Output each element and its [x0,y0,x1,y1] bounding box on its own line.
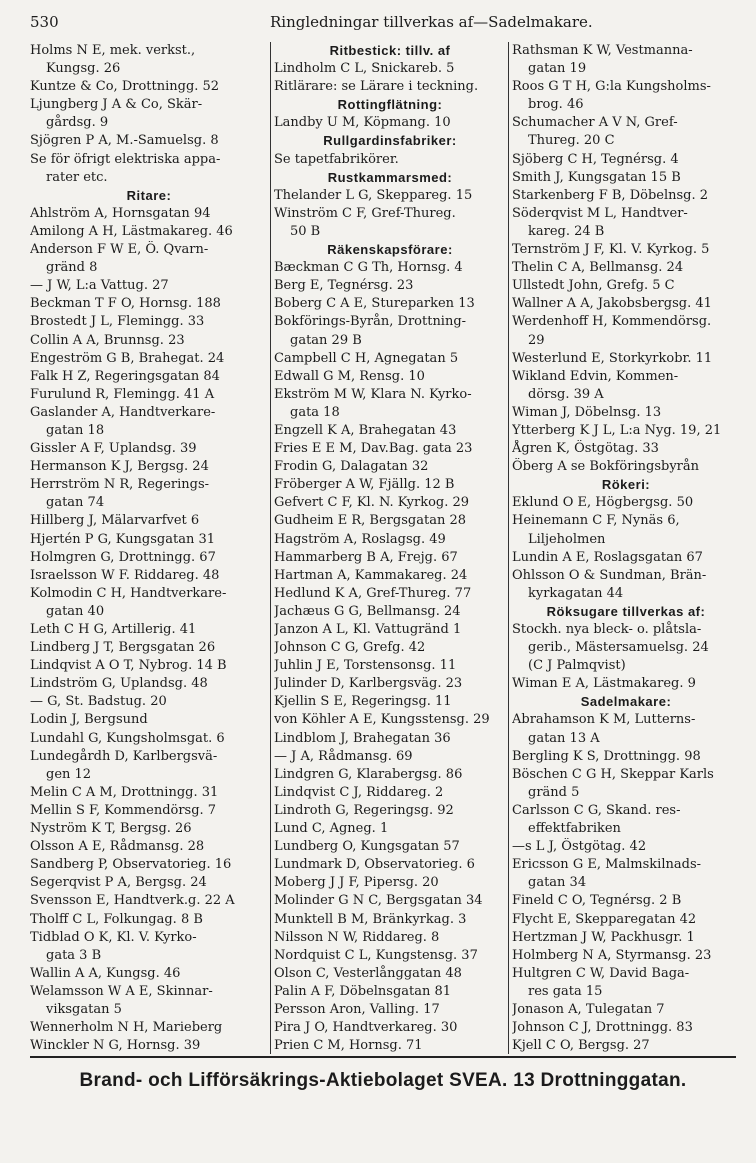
directory-entry: Prien C M, Hornsg. 71 [274,1038,423,1054]
directory-entry: Falk H Z, Regeringsgatan 84 [30,368,220,384]
directory-entry: Gissler A F, Uplandsg. 39 [30,441,197,457]
directory-entry: Welamsson W A E, Skinnar- [30,983,213,999]
directory-entry: Ternström J F, Kl. V. Kyrkog. 5 [512,242,710,258]
directory-entry: Bergling K S, Drottningg. 98 [512,748,701,764]
directory-entry: Ytterberg K J L, L:a Nyg. 19, 21 [512,422,722,438]
directory-entry: Boberg C A E, Stureparken 13 [274,296,475,312]
section-heading: Räkenskapsförare: [327,242,453,258]
directory-entry: Molinder G N C, Bergsgatan 34 [274,893,483,909]
directory-entry: Lundegårdh D, Karlbergsvä- [30,748,218,764]
directory-entry: Ahlström A, Hornsgatan 94 [30,205,211,221]
directory-entry: Werdenhoff H, Kommendörsg. [512,314,712,330]
entry-continuation: gatan 19 [528,61,587,77]
entry-continuation: gränd 5 [528,784,580,800]
directory-entry: Wallin A A, Kungsg. 46 [30,965,181,981]
directory-entry: Hermanson K J, Bergsg. 24 [30,459,209,475]
directory-entry: Bokförings-Byrån, Drottning- [274,314,467,330]
directory-entry: Hjertén P G, Kungsgatan 31 [30,531,216,547]
entry-continuation: 29 [528,332,545,348]
directory-entry: Lundmark D, Observatorieg. 6 [274,857,475,873]
running-title: Ringledningar tillverkas af—Sadelmakare. [270,13,593,31]
directory-entry: Hartman A, Kammakareg. 24 [274,567,468,583]
entry-continuation: rater etc. [46,169,108,185]
section-heading: Rökeri: [601,477,651,493]
directory-columns [30,42,736,1054]
directory-entry: Lindqvist A O T, Nybrog. 14 B [30,658,227,674]
directory-entry: Leth C H G, Artillerig. 41 [30,622,197,637]
directory-entry: Lindgren G, Klarabergsg. 86 [274,766,463,782]
directory-entry: Jonason A, Tulegatan 7 [512,1001,665,1017]
directory-entry: Kjell C O, Bergsg. 27 [512,1038,650,1054]
directory-entry: Winström C F, Gref-Thureg. [274,205,456,221]
directory-entry: Söderqvist M L, Handtver- [512,205,688,221]
directory-entry: Wennerholm N H, Marieberg [30,1020,223,1036]
entry-continuation: brog. 46 [528,97,584,113]
entry-continuation: Thureg. 20 C [528,133,615,149]
directory-entry: Westerlund E, Storkyrkobr. 11 [512,350,713,366]
entry-continuation: kyrkagatan 44 [528,585,624,601]
directory-entry: Holmberg N A, Styrmansg. 23 [512,947,712,963]
footer-divider [30,1056,736,1058]
directory-entry: Hagström A, Roslagsg. 49 [274,531,446,547]
entry-continuation: gatan 18 [46,422,105,438]
directory-entry: Fineld C O, Tegnérsg. 2 B [512,893,682,909]
directory-entry: Fröberger A W, Fjällg. 12 B [274,477,455,493]
section-heading: Ritbestick: tillv. af [329,43,451,58]
directory-entry: Holms N E, mek. verkst., [30,43,196,58]
directory-entry: Schumacher A V N, Gref- [512,115,678,131]
directory-entry: Fries E E M, Dav.Bag. gata 23 [274,441,473,457]
directory-entry: Wiman J, Döbelnsg. 13 [512,404,662,420]
directory-entry: Berg E, Tegnérsg. 23 [274,278,414,294]
page-header [30,0,730,44]
directory-entry: Kuntze & Co, Drottningg. 52 [30,79,220,95]
directory-entry: Ljungberg J A & Co, Skär- [30,97,203,113]
directory-entry: Juhlin J E, Torstensonsg. 11 [274,658,457,674]
directory-entry: Wiman E A, Lästmakareg. 9 [512,676,696,692]
directory-entry: Palin A F, Döbelnsgatan 81 [274,983,452,999]
directory-entry: Munktell B M, Bränkyrkag. 3 [274,911,467,927]
directory-entry: Lindroth G, Regeringsg. 92 [274,802,454,818]
entry-continuation: gatan 40 [46,603,105,619]
directory-entry: Furulund R, Flemingg. 41 A [30,386,215,402]
directory-entry: Wallner A A, Jakobsbergsg. 41 [512,296,712,312]
directory-entry: Frodin G, Dalagatan 32 [274,459,429,475]
entry-continuation: 50 B [290,223,321,239]
entry-continuation: gen 12 [46,766,92,782]
entry-continuation: kareg. 24 B [528,223,605,239]
directory-entry: Ekström M W, Klara N. Kyrko- [274,386,472,402]
directory-entry: Rathsman K W, Vestmanna- [512,43,693,58]
directory-entry: Holmgren G, Drottningg. 67 [30,549,216,565]
section-heading: Rottingflätning: [337,97,443,113]
directory-entry: Abrahamson K M, Lutterns- [512,712,696,728]
directory-entry: — J W, L:a Vattug. 27 [30,278,169,294]
directory-entry: Engzell K A, Brahegatan 43 [274,422,457,438]
directory-entry: Svensson E, Handtverk.g. 22 A [30,893,235,909]
directory-entry: Edwall G M, Rensg. 10 [274,368,425,384]
directory-entry: Gaslander A, Handtverkare- [30,404,216,420]
directory-entry: Johnson C J, Drottningg. 83 [512,1020,693,1036]
directory-entry: Thelin C A, Bellmansg. 24 [512,260,684,276]
directory-entry: Olson C, Vesterlånggatan 48 [274,965,462,981]
column-middle [270,42,506,1054]
entry-continuation: res gata 15 [528,983,603,999]
directory-entry: Nordquist C L, Kungstensg. 37 [274,947,478,963]
directory-entry: Lundin A E, Roslagsgatan 67 [512,549,703,565]
directory-entry: — G, St. Badstug. 20 [30,694,167,710]
directory-entry: — J A, Rådmansg. 69 [274,748,413,764]
directory-entry: Eklund O E, Högbergsg. 50 [512,495,694,511]
directory-entry: Lodin J, Bergsund [30,712,148,728]
entry-continuation: gränd 8 [46,260,98,276]
entry-continuation: gatan 13 A [528,730,600,746]
directory-entry: Ritlärare: se Lärare i teckning. [274,79,479,95]
entry-continuation: gårdsg. 9 [46,115,109,131]
directory-entry: Melin C A M, Drottningg. 31 [30,784,219,800]
directory-entry: Lindström G, Uplandsg. 48 [30,676,208,692]
directory-entry: Sandberg P, Observatorieg. 16 [30,857,232,873]
page-number: 530 [30,13,59,31]
directory-entry: Hertzman J W, Packhusgr. 1 [512,929,695,945]
directory-entry: Segerqvist P A, Bergsg. 24 [30,875,207,891]
directory-entry: Jachæus G G, Bellmansg. 24 [274,603,461,619]
entry-continuation: effektfabriken [528,821,621,837]
entry-continuation: gatan 74 [46,495,105,511]
directory-entry: Sjöberg C H, Tegnérsg. 4 [512,151,679,167]
directory-entry: Hedlund K A, Gref-Thureg. 77 [274,585,472,601]
directory-entry: Israelsson W F. Riddareg. 48 [30,567,220,583]
directory-entry: Brostedt J L, Flemingg. 33 [30,314,205,330]
directory-entry: Hultgren C W, David Baga- [512,965,690,981]
directory-entry: Julinder D, Karlbergsväg. 23 [274,676,463,692]
directory-entry: Nilsson N W, Riddareg. 8 [274,929,440,945]
entry-continuation: Kungsg. 26 [46,61,121,77]
directory-entry: Janzon A L, Kl. Vattugränd 1 [274,622,462,637]
entry-continuation: gatan 34 [528,875,587,891]
entry-continuation: dörsg. 39 A [528,386,604,402]
entry-continuation: viksgatan 5 [46,1001,122,1017]
column-right [508,42,740,1054]
directory-entry: Lund C, Agneg. 1 [274,821,389,837]
directory-entry: Ericsson G E, Malmskilnads- [512,857,702,873]
directory-entry: Lundahl G, Kungsholmsgat. 6 [30,730,225,746]
directory-entry: Böschen C G H, Skeppar Karls [512,766,714,782]
directory-entry: Kjellin S E, Regeringsg. 11 [274,694,452,710]
directory-entry: Stockh. nya bleck- o. plåtsla- [512,622,702,637]
directory-entry: Sjögren P A, M.-Samuelsg. 8 [30,133,219,149]
directory-entry: Wikland Edvin, Kommen- [512,368,679,384]
directory-entry: Beckman T F O, Hornsg. 188 [30,296,221,312]
directory-entry: Ågren K, Östgötag. 33 [512,441,659,457]
directory-entry: Johnson C G, Grefg. 42 [274,640,426,656]
directory-entry: Persson Aron, Valling. 17 [274,1001,440,1017]
directory-entry: Ullstedt John, Grefg. 5 C [512,278,675,294]
directory-entry: Ohlsson O & Sundman, Brän- [512,567,707,583]
section-heading: Sadelmakare: [580,694,672,710]
directory-entry: Tholff C L, Folkungag. 8 B [30,911,203,927]
directory-entry: Lindqvist C J, Riddareg. 2 [274,784,444,800]
directory-entry: Mellin S F, Kommendörsg. 7 [30,802,217,818]
directory-entry: Collin A A, Brunnsg. 23 [30,332,185,348]
directory-entry: Amilong A H, Lästmakareg. 46 [30,223,233,239]
entry-continuation: gatan 29 B [290,332,362,348]
directory-entry: Olsson A E, Rådmansg. 28 [30,839,205,855]
directory-entry: Smith J, Kungsgatan 15 B [512,169,681,185]
directory-entry: Thelander L G, Skeppareg. 15 [274,187,473,203]
directory-entry: Campbell C H, Agnegatan 5 [274,350,459,366]
directory-entry: Lindholm C L, Snickareb. 5 [274,61,455,77]
directory-entry: Lundberg O, Kungsgatan 57 [274,839,460,855]
directory-entry: Lindblom J, Brahegatan 36 [274,730,451,746]
directory-entry: Pira J O, Handtverkareg. 30 [274,1020,458,1036]
directory-entry: Lindberg J T, Bergsgatan 26 [30,640,216,656]
directory-entry: Se för öfrigt elektriska appa- [30,151,221,167]
directory-entry: Carlsson C G, Skand. res- [512,802,681,818]
directory-entry: Öberg A se Bokföringsbyrån [512,459,699,475]
directory-entry: Se tapetfabrikörer. [274,151,399,167]
directory-entry: Engeström G B, Brahegat. 24 [30,350,225,366]
directory-entry: Starkenberg F B, Döbelnsg. 2 [512,187,709,203]
directory-entry: Anderson F W E, Ö. Qvarn- [30,242,209,258]
entry-continuation: gerib., Mästersamuelsg. 24 [528,640,709,656]
section-heading: Röksugare tillverkas af: [546,603,706,619]
directory-entry: Tidblad O K, Kl. V. Kyrko- [30,929,197,945]
entry-continuation: gata 18 [290,404,340,420]
directory-entry: —s L J, Östgötag. 42 [512,839,647,855]
advertisement-footer: Brand- och Lifförsäkrings-Aktiebolaget SVEA. 13 Drottninggatan. [79,1070,687,1091]
column-left [30,42,268,1054]
entry-continuation: (C J Palmqvist) [528,658,626,674]
directory-entry: Bæckman C G Th, Hornsg. 4 [274,260,463,276]
directory-entry: Roos G T H, G:la Kungsholms- [512,79,711,95]
entry-continuation: gata 3 B [46,947,102,963]
directory-entry: Nyström K T, Bergsg. 26 [30,821,192,837]
directory-entry: Hillberg J, Mälarvarfvet 6 [30,513,200,529]
directory-entry: Flycht E, Skepparegatan 42 [512,911,697,927]
directory-entry: Gefvert C F, Kl. N. Kyrkog. 29 [274,495,470,511]
directory-entry: Winckler N G, Hornsg. 39 [30,1038,201,1054]
section-heading: Rullgardinsfabriker: [323,133,457,149]
directory-entry: Landby U M, Köpmang. 10 [274,115,451,131]
directory-entry: von Köhler A E, Kungsstensg. 29 [274,712,490,728]
directory-entry: Heinemann C F, Nynäs 6, [512,513,680,529]
directory-entry: Herrström N R, Regerings- [30,477,210,493]
directory-entry: Gudheim E R, Bergsgatan 28 [274,513,466,529]
directory-entry: Moberg J J F, Pipersg. 20 [274,875,439,891]
directory-entry: Kolmodin C H, Handtverkare- [30,585,227,601]
section-heading: Ritare: [126,187,172,203]
directory-entry: Hammarberg B A, Frejg. 67 [274,549,458,565]
section-heading: Rustkammarsmed: [327,169,453,185]
entry-continuation: Liljeholmen [528,531,606,547]
